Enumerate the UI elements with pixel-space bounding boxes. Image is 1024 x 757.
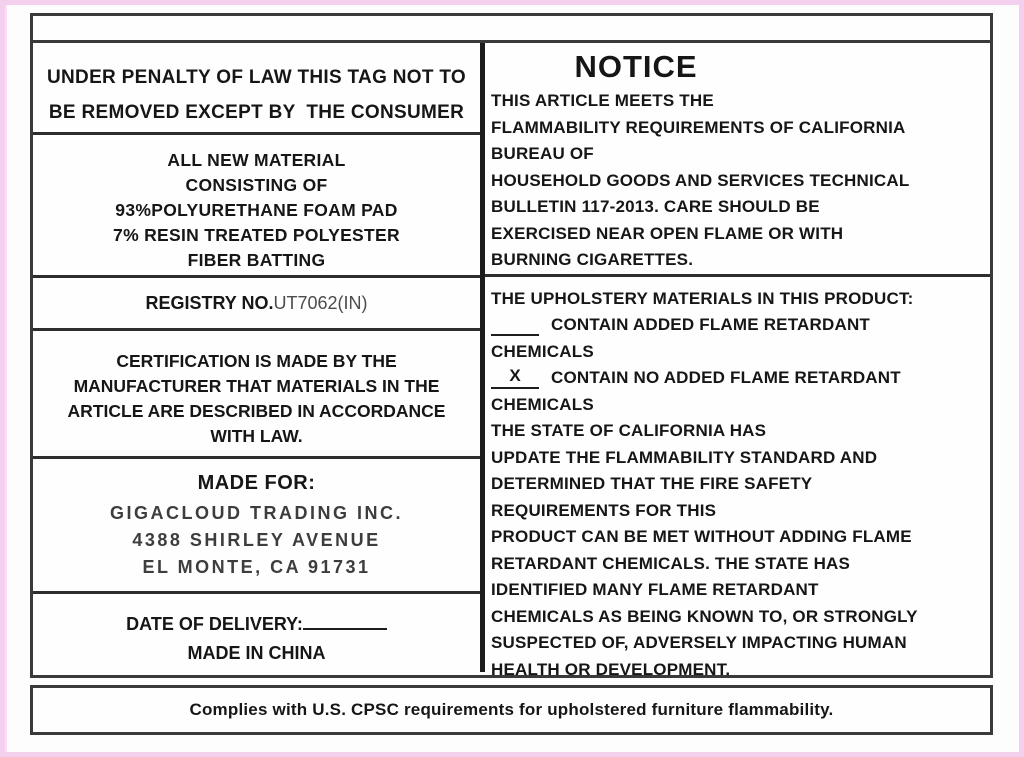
company-city: EL MONTE, CA 91731 [142, 557, 371, 577]
notice-line: BULLETIN 117-2013. CARE SHOULD BE [491, 197, 820, 216]
registry-label: REGISTRY NO. [145, 292, 274, 313]
label-columns [33, 43, 990, 679]
upholstery-line: IDENTIFIED MANY FLAME RETARDANT [491, 580, 819, 599]
penalty-line: BE REMOVED EXCEPT BY THE CONSUMER [48, 102, 465, 123]
certification-line: MANUFACTURER THAT MATERIALS IN THE [73, 376, 440, 396]
cpsc-compliance-strip [30, 685, 993, 735]
upholstery-line: SUSPECTED OF, ADVERSELY IMPACTING HUMAN [491, 633, 907, 652]
made-in-line: MADE IN CHINA [187, 643, 326, 663]
notice-line: HOUSEHOLD GOODS AND SERVICES TECHNICAL [491, 170, 910, 190]
notice-line: FLAMMABILITY REQUIREMENTS OF CALIFORNIA [491, 117, 906, 137]
option-none-row [491, 365, 986, 392]
right-column [485, 43, 990, 679]
notice-section [485, 43, 990, 277]
option-none-x-mark: X [491, 365, 539, 389]
option-added-row [491, 312, 986, 339]
left-column [33, 43, 485, 672]
penalty-section [33, 43, 480, 135]
upholstery-section [485, 277, 990, 684]
made-for-title: MADE FOR: [197, 472, 316, 494]
material-line: ALL NEW MATERIAL [167, 150, 346, 170]
delivery-date-label: DATE OF DELIVERY: [126, 614, 303, 634]
delivery-date-blank [303, 614, 387, 630]
upholstery-line: HEALTH OR DEVELOPMENT. [491, 659, 731, 679]
notice-line: BURNING CIGARETTES. [491, 250, 694, 269]
option-added-text: CONTAIN ADDED FLAME RETARDANT [551, 315, 871, 334]
made-for-section [33, 459, 480, 594]
material-line: CONSISTING OF [185, 175, 328, 195]
material-line: 93%POLYURETHANE FOAM PAD [115, 200, 398, 220]
certification-line: ARTICLE ARE DESCRIBED IN ACCORDANCE [67, 401, 446, 421]
top-blank-strip [33, 16, 990, 43]
option-none-text: CONTAIN NO ADDED FLAME RETARDANT [551, 368, 901, 387]
upholstery-line: THE STATE OF CALIFORNIA HAS [491, 421, 767, 440]
notice-line: THIS ARTICLE MEETS THE [491, 91, 714, 110]
certification-line: WITH LAW. [210, 426, 303, 446]
material-line: FIBER BATTING [187, 250, 326, 270]
upholstery-line: UPDATE THE FLAMMABILITY STANDARD AND [491, 447, 878, 467]
notice-line: EXERCISED NEAR OPEN FLAME OR WITH [491, 223, 844, 243]
material-section [33, 135, 480, 278]
upholstery-line: CHEMICALS AS BEING KNOWN TO, OR STRONGLY [491, 606, 918, 626]
certification-section [33, 331, 480, 459]
upholstery-heading: THE UPHOLSTERY MATERIALS IN THIS PRODUCT: [491, 288, 914, 308]
notice-title: NOTICE [574, 49, 698, 84]
upholstery-line: RETARDANT CHEMICALS. THE STATE HAS [491, 553, 851, 573]
company-name: GIGACLOUD TRADING INC. [110, 503, 403, 523]
delivery-section [33, 594, 480, 672]
penalty-line: UNDER PENALTY OF LAW THIS TAG NOT TO [47, 67, 466, 88]
registry-number: UT7062(IN) [273, 292, 368, 313]
company-street: 4388 SHIRLEY AVENUE [132, 530, 381, 550]
label-main-box [30, 13, 993, 678]
delivery-date-line [33, 610, 480, 639]
upholstery-line: DETERMINED THAT THE FIRE SAFETY [491, 474, 813, 493]
cpsc-compliance-text: Complies with U.S. CPSC requirements for upholstered furniture flammability. [189, 700, 834, 719]
notice-line: BUREAU OF [491, 144, 594, 163]
registry-section [33, 278, 480, 331]
certification-line: CERTIFICATION IS MADE BY THE [116, 351, 397, 371]
option-none-cont: CHEMICALS [491, 394, 594, 414]
material-line: 7% RESIN TREATED POLYESTER [113, 225, 400, 245]
option-added-cont: CHEMICALS [491, 341, 594, 361]
upholstery-line: PRODUCT CAN BE MET WITHOUT ADDING FLAME [491, 527, 912, 546]
upholstery-line: REQUIREMENTS FOR THIS [491, 500, 717, 520]
option-added-blank [491, 334, 539, 336]
